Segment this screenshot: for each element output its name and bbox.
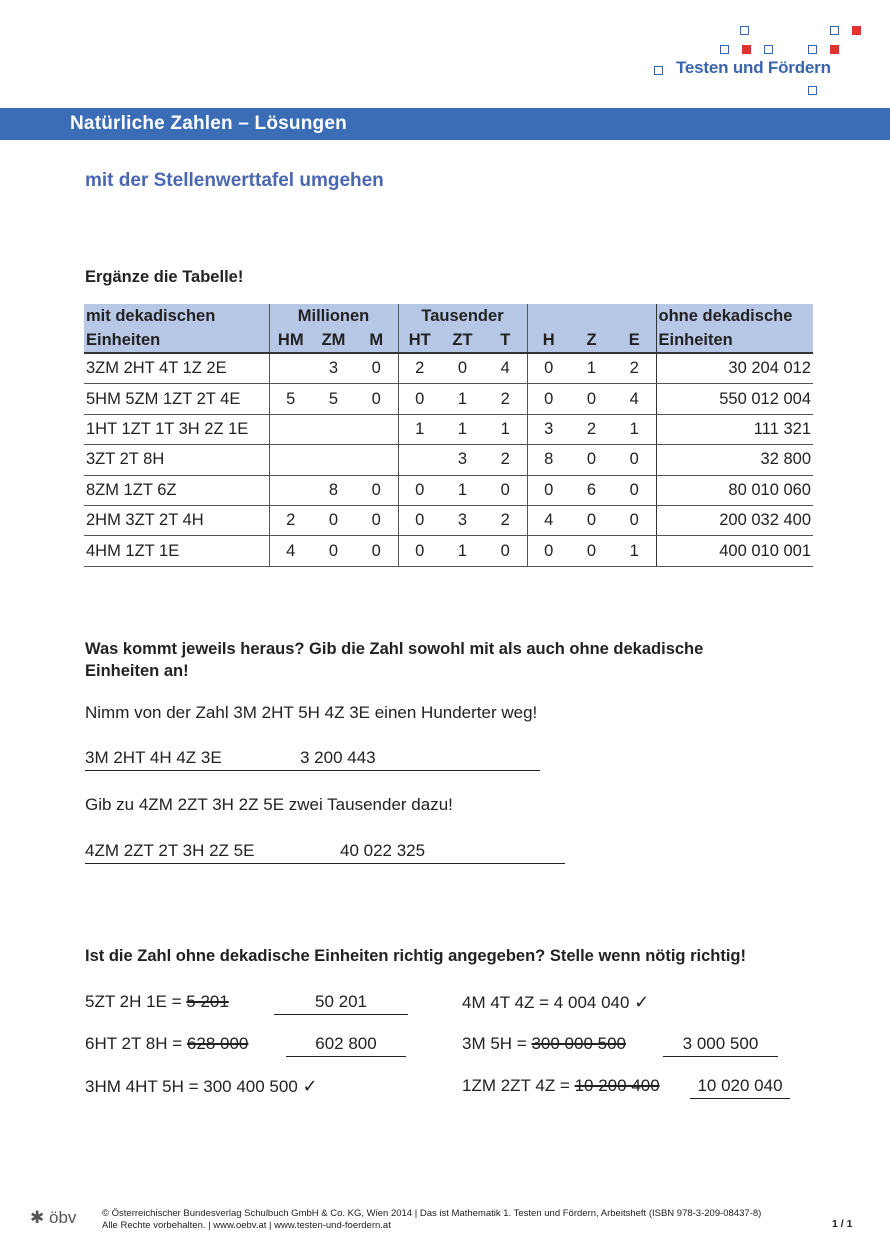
digit-cell: 3 (441, 445, 484, 475)
table-row (84, 475, 813, 505)
logo-square (830, 45, 839, 54)
answer-2-units: 4ZM 2ZT 2T 3H 2Z 5E (85, 841, 255, 860)
digit-cell: 3 (527, 414, 570, 444)
row-value: 80 010 060 (656, 475, 813, 505)
digit-cell: 2 (484, 505, 527, 535)
digit-cell: 0 (398, 536, 441, 566)
wrong-value: 10 200 400 (574, 1076, 660, 1095)
digit-cell: 1 (441, 475, 484, 505)
digit-cell: 0 (613, 445, 656, 475)
digit-cell: 0 (355, 353, 398, 384)
check-item (462, 992, 649, 1013)
digit-cell: 0 (570, 505, 613, 535)
digit-cell: 0 (441, 353, 484, 384)
logo-square (830, 26, 839, 35)
task2-question-2: Gib zu 4ZM 2ZT 3H 2Z 5E zwei Tausender dazu! (85, 795, 453, 814)
digit-cell (269, 445, 312, 475)
header-thousands: Tausender (398, 304, 527, 328)
digit-cell: 8 (527, 445, 570, 475)
correction-line: 3 000 500 (663, 1034, 778, 1057)
table-row (84, 353, 813, 384)
digit-cell: 0 (312, 536, 355, 566)
digit-cell: 2 (570, 414, 613, 444)
task2-instruction-line2: Einheiten an! (85, 662, 189, 680)
row-value: 200 032 400 (656, 505, 813, 535)
place-value-table (84, 304, 813, 567)
digit-cell: 1 (613, 536, 656, 566)
header-millions: Millionen (269, 304, 398, 328)
row-label: 8ZM 1ZT 6Z (84, 475, 269, 505)
check-item (462, 1076, 660, 1096)
logo-square (720, 45, 729, 54)
digit-cell: 2 (269, 505, 312, 535)
digit-cell: 0 (527, 384, 570, 414)
digit-cell: 1 (570, 353, 613, 384)
col-header: Z (570, 328, 613, 353)
digit-cell: 1 (484, 414, 527, 444)
checkmark-icon: ✓ (634, 992, 650, 1012)
digit-cell (269, 353, 312, 384)
table-row (84, 505, 813, 535)
col-header: H (527, 328, 570, 353)
star-icon: ✱ (30, 1208, 45, 1227)
task1-instruction: Ergänze die Tabelle! (85, 268, 244, 286)
digit-cell: 0 (613, 475, 656, 505)
col-header: HM (269, 328, 312, 353)
digit-cell: 1 (441, 414, 484, 444)
logo-square (654, 66, 663, 75)
logo-square (808, 86, 817, 95)
page-subtitle: mit der Stellenwerttafel umgehen (85, 170, 384, 191)
row-label: 2HM 3ZT 2T 4H (84, 505, 269, 535)
check-item (85, 1076, 318, 1097)
answer-line-1 (85, 748, 540, 771)
logo-square (808, 45, 817, 54)
table-row (84, 536, 813, 566)
row-value: 550 012 004 (656, 384, 813, 414)
digit-cell: 0 (484, 536, 527, 566)
logo-square (764, 45, 773, 54)
digit-cell (355, 414, 398, 444)
check-expression: 3HM 4HT 5H = 300 400 500 (85, 1077, 298, 1096)
footer (102, 1208, 761, 1232)
digit-cell: 2 (613, 353, 656, 384)
row-value: 111 321 (656, 414, 813, 444)
wrong-value: 300 000 500 (531, 1034, 627, 1053)
check-item (85, 992, 229, 1012)
digit-cell: 3 (441, 505, 484, 535)
digit-cell: 2 (484, 384, 527, 414)
digit-cell: 1 (398, 414, 441, 444)
answer-1-units: 3M 2HT 4H 4Z 3E (85, 748, 222, 767)
table-row (84, 445, 813, 475)
header-right-top: ohne dekadische (656, 304, 813, 328)
check-item (462, 1034, 626, 1054)
digit-cell: 0 (527, 536, 570, 566)
answer-line-2 (85, 841, 565, 864)
header-units-group (527, 304, 656, 328)
digit-cell (269, 475, 312, 505)
digit-cell: 0 (613, 505, 656, 535)
publisher-logo (30, 1208, 76, 1228)
logo-square (852, 26, 861, 35)
col-header: HT (398, 328, 441, 353)
logo-square (742, 45, 751, 54)
digit-cell: 8 (312, 475, 355, 505)
check-expression: 4M 4T 4Z = 4 004 040 (462, 993, 630, 1012)
digit-cell: 5 (312, 384, 355, 414)
header-left-top: mit dekadischen (84, 304, 269, 328)
digit-cell: 0 (398, 505, 441, 535)
checkmark-icon: ✓ (302, 1076, 318, 1096)
digit-cell: 0 (398, 475, 441, 505)
answer-1-number: 3 200 443 (300, 748, 376, 767)
digit-cell: 0 (355, 536, 398, 566)
digit-cell: 1 (613, 414, 656, 444)
correction-line: 50 201 (274, 992, 408, 1015)
digit-cell: 4 (269, 536, 312, 566)
table-row (84, 414, 813, 444)
footer-links: Alle Rechte vorbehalten. | www.oebv.at | www.testen-und-foerdern.at (102, 1220, 391, 1231)
col-header: E (613, 328, 656, 353)
digit-cell: 2 (398, 353, 441, 384)
digit-cell: 5 (269, 384, 312, 414)
row-label: 4HM 1ZT 1E (84, 536, 269, 566)
header-left-bottom: Einheiten (84, 328, 269, 353)
digit-cell: 6 (570, 475, 613, 505)
digit-cell (355, 445, 398, 475)
footer-copyright: © Österreichischer Bundesverlag Schulbuch GmbH & Co. KG, Wien 2014 | Das ist Mathematik 1. Testen und Fördern, Arbeitsheft (ISBN 978-3-209-08437-8) (102, 1208, 762, 1219)
check-expression: 5ZT 2H 1E = (85, 992, 182, 1011)
task2-instruction (85, 638, 703, 682)
col-header: ZM (312, 328, 355, 353)
digit-cell: 4 (527, 505, 570, 535)
row-value: 400 010 001 (656, 536, 813, 566)
digit-cell: 1 (441, 536, 484, 566)
row-label: 3ZM 2HT 4T 1Z 2E (84, 353, 269, 384)
digit-cell: 0 (570, 445, 613, 475)
check-expression: 1ZM 2ZT 4Z = (462, 1076, 570, 1095)
row-value: 32 800 (656, 445, 813, 475)
row-value: 30 204 012 (656, 353, 813, 384)
digit-cell (269, 414, 312, 444)
answer-2-number: 40 022 325 (340, 841, 426, 860)
check-expression: 6HT 2T 8H = (85, 1034, 183, 1053)
digit-cell: 3 (312, 353, 355, 384)
digit-cell: 0 (355, 505, 398, 535)
col-header: M (355, 328, 398, 353)
col-header: T (484, 328, 527, 353)
row-label: 5HM 5ZM 1ZT 2T 4E (84, 384, 269, 414)
check-item (85, 1034, 248, 1054)
digit-cell (312, 414, 355, 444)
task2-question-1: Nimm von der Zahl 3M 2HT 5H 4Z 3E einen Hunderter weg! (85, 703, 538, 722)
digit-cell: 4 (484, 353, 527, 384)
digit-cell: 0 (570, 384, 613, 414)
row-label: 3ZT 2T 8H (84, 445, 269, 475)
correction-line: 10 020 040 (690, 1076, 790, 1099)
table-row (84, 384, 813, 414)
digit-cell: 1 (441, 384, 484, 414)
col-header: ZT (441, 328, 484, 353)
digit-cell: 4 (613, 384, 656, 414)
wrong-value: 628 000 (186, 1034, 249, 1053)
row-label: 1HT 1ZT 1T 3H 2Z 1E (84, 414, 269, 444)
digit-cell (312, 445, 355, 475)
task3-instruction: Ist die Zahl ohne dekadische Einheiten richtig angegeben? Stelle wenn nötig richtig! (85, 947, 747, 965)
digit-cell: 0 (570, 536, 613, 566)
digit-cell: 0 (484, 475, 527, 505)
digit-cell: 0 (355, 475, 398, 505)
digit-cell: 2 (484, 445, 527, 475)
digit-cell: 0 (312, 505, 355, 535)
page-number: 1 / 1 (832, 1218, 853, 1230)
digit-cell: 0 (355, 384, 398, 414)
wrong-value: 5 201 (186, 992, 229, 1011)
digit-cell: 0 (527, 475, 570, 505)
check-expression: 3M 5H = (462, 1034, 527, 1053)
page-title: Natürliche Zahlen – Lösungen (70, 113, 347, 134)
publisher-brand: öbv (48, 1208, 77, 1227)
logo-square (740, 26, 749, 35)
digit-cell (398, 445, 441, 475)
digit-cell: 0 (398, 384, 441, 414)
task2-instruction-line1: Was kommt jeweils heraus? Gib die Zahl sowohl mit als auch ohne dekadische (85, 640, 704, 658)
header-right-bottom: Einheiten (656, 328, 813, 353)
digit-cell: 0 (527, 353, 570, 384)
correction-line: 602 800 (286, 1034, 406, 1057)
logo-text: Testen und Fördern (676, 58, 831, 77)
